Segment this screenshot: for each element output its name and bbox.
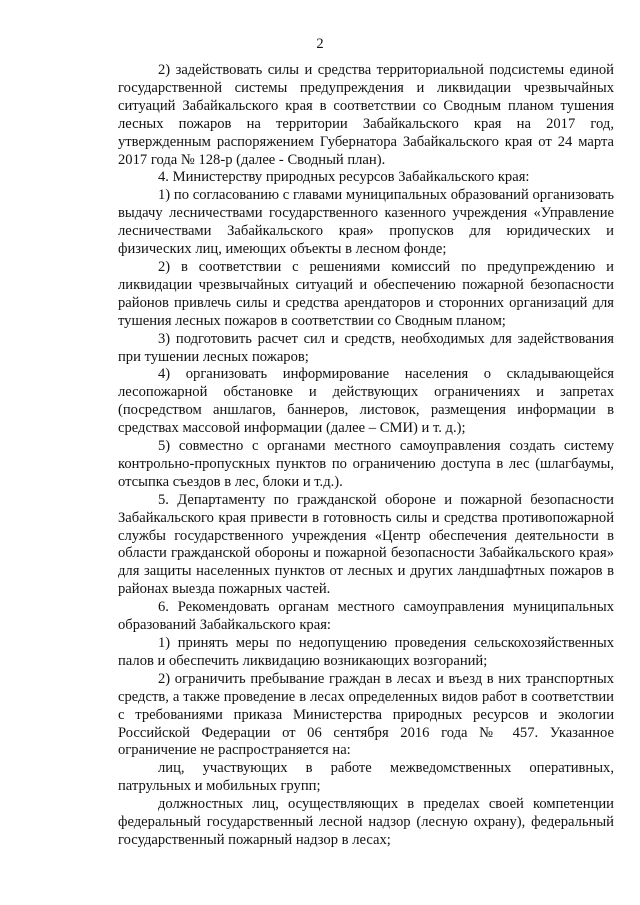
paragraph-6-1-burning: 1) принять меры по недопущению проведения сельскохозяйственных палов и обеспечить ликвидацию возникающих возгораний; bbox=[118, 635, 614, 669]
paragraph-4-ministry: 4. Министерству природных ресурсов Забайкальского края: bbox=[158, 169, 530, 186]
paragraph-4-1-passes: 1) по согласованию с главами муниципальных образований организовать выдачу лесничествами государственного казенного учреждения «Управление лесничествами Забайкальского края» пропусков для юридических и физических лиц, имеющих объекты в лесном фонде; bbox=[118, 187, 614, 258]
paragraph-4-4-informing: 4) организовать информирование населения о складывающейся лесопожарной обстановке и действующих ограничениях и запретах (посредством аншлагов, баннеров, листовок, размещения информации в средствах массовой информации (далее – СМИ) и т. д.); bbox=[118, 366, 614, 437]
paragraph-6-recommend: 6. Рекомендовать органам местного самоуправления муниципальных образований Забайкальского края: bbox=[118, 599, 614, 634]
document-body bbox=[118, 62, 614, 850]
paragraph-2-forces: 2) задействовать силы и средства территориальной подсистемы единой государственной системы предупреждения и ликвидации чрезвычайных ситуаций Забайкальского края в соответствии со Сводным планом тушения лесных пожаров на территории Забайкальского края на 2017 год, утвержденным распоряжением Губернатора Забайкальского края от 24 марта 2017 года № 128-р (далее - Сводный план). bbox=[118, 62, 614, 168]
paragraph-6-2-restrict: 2) ограничить пребывание граждан в лесах и въезд в них транспортных средств, а также проведение в лесах определенных видов работ в соответствии с требованиями приказа Министерства природных ресурсов и экологии Российской Федерации от 06 сентября 2016 года № 457. Указанное ограничение не распространяется на: bbox=[118, 670, 614, 759]
paragraph-4-3-calculation: 3) подготовить расчет сил и средств, необходимых для задействования при тушении лесных пожаров; bbox=[118, 330, 614, 365]
paragraph-exception-groups: лиц, участвующих в работе межведомственных оперативных, патрульных и мобильных групп; bbox=[118, 760, 614, 795]
paragraph-4-2-tenants: 2) в соответствии с решениями комиссий по предупреждению и ликвидации чрезвычайных ситуаций и обеспечению пожарной безопасности районов привлечь силы и средства арендаторов и сторонних организаций для тушения лесных пожаров в соответствии со Сводным планом; bbox=[118, 258, 614, 329]
paragraph-exception-officials: должностных лиц, осуществляющих в пределах своей компетенции федеральный государственный лесной надзор (лесную охрану), федеральный государственный пожарный надзор в лесах; bbox=[118, 796, 614, 848]
page-number: 2 bbox=[316, 36, 324, 52]
paragraph-4-5-checkpoints: 5) совместно с органами местного самоуправления создать систему контрольно-пропускных пунктов по ограничению доступа в лес (шлагбаумы, отсыпка съездов в лес, блоки и т.д.). bbox=[118, 438, 614, 490]
paragraph-5-department: 5. Департаменту по гражданской обороне и пожарной безопасности Забайкальского края привести в готовность силы и средства противопожарной службы государственного учреждения «Центр обеспечения деятельности в области гражданской обороны и пожарной безопасности Забайкальского края» для защиты населенных пунктов от лесных и других ландшафтных пожаров в районах выезда пожарных частей. bbox=[118, 491, 614, 598]
